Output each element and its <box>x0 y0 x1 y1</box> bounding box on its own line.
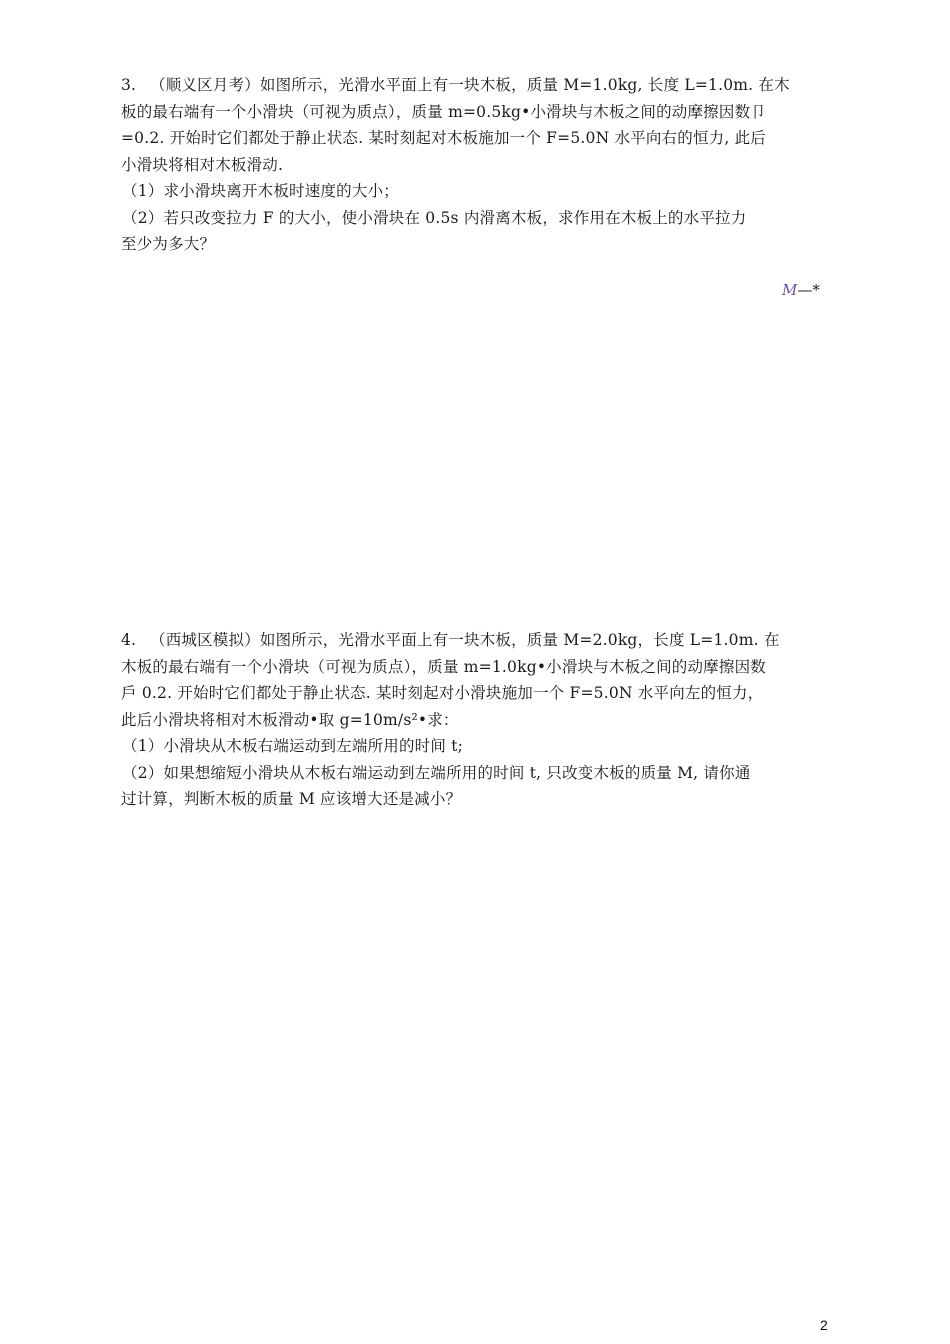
problem-4-number: 4. <box>121 631 137 649</box>
page-number: 2 <box>820 1317 828 1333</box>
problem-4-line-1 <box>121 627 831 654</box>
problem-3-line-4: 小滑块将相对木板滑动. <box>121 155 284 174</box>
problem-3-text-1: （顺义区月考）如图所示，光滑水平面上有一块木板，质量 M=1.0kg, 长度 L=1.0m. 在木 <box>150 76 790 94</box>
problem-4-question-1: （1）小滑块从木板右端运动到左端所用的时间 t; <box>122 737 464 755</box>
problem-4-question-2-line-2: 过计算，判断木板的质量 M 应该增大还是减小？ <box>121 790 462 808</box>
figure-arrow-label: —* <box>797 281 820 299</box>
problem-4-question-2-line-1: （2）如果想缩短小滑块从木板右端运动到左端所用的时间 t, 只改变木板的质量 M, 请你通 <box>122 763 751 782</box>
problem-4-line-4: 此后小滑块将相对木板滑动•取 g=10m/s²•求： <box>121 710 459 729</box>
problem-3 <box>121 72 831 258</box>
problem-3-question-2-line-2: 至少为多大？ <box>121 235 216 253</box>
problem-3-question-2-line-1: （2）若只改变拉力 F 的大小，使小滑块在 0.5s 内滑离木板，求作用在木板上的水平拉力 <box>122 208 747 227</box>
figure-mass-label: M <box>782 281 798 299</box>
problem-3-question-1: （1）求小滑块离开木板时速度的大小； <box>122 182 399 200</box>
problem-3-line-3: =0.2. 开始时它们都处于静止状态. 某时刻起对木板施加一个 F=5.0N 水平向右的恒力, 此后 <box>121 129 767 147</box>
problem-3-number: 3. <box>121 76 137 94</box>
problem-3-line-1 <box>121 72 831 99</box>
problem-4-line-3: 戶 0.2. 开始时它们都处于静止状态. 某时刻起对小滑块施加一个 F=5.0N 水平向左的恒力， <box>121 684 764 702</box>
problem-4-line-2: 木板的最右端有一个小滑块（可视为质点），质量 m=1.0kg•小滑块与木板之间的动摩擦因数 <box>121 657 766 676</box>
problem-4 <box>121 627 831 813</box>
figure-label <box>782 281 820 299</box>
problem-3-line-2: 板的最右端有一个小滑块（可视为质点），质量 m=0.5kg•小滑块与木板之间的动摩擦因数卩 <box>121 102 766 121</box>
problem-4-text-1: （西城区模拟）如图所示，光滑水平面上有一块木板，质量 M=2.0kg，长度 L=1.0m. 在 <box>150 631 780 649</box>
